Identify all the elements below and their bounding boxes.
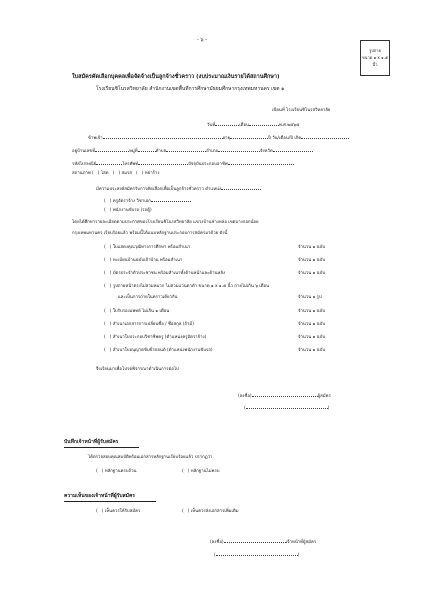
checkbox-accept[interactable]: ( ): [96, 509, 104, 514]
document-label: ใบแสดงคุณวุฒิทางการศึกษา พร้อมสำเนา: [112, 245, 191, 250]
opinion-option-accept: [96, 510, 140, 514]
document-checkbox[interactable]: ( ): [104, 284, 112, 289]
document-qty: จำนวน ๑ ฉบับ: [298, 271, 326, 276]
phone-label: โทรศัพท์: [122, 162, 139, 167]
closing-text: จึงเรียนมาเพื่อโปรดพิจารณาดำเนินการต่อไป: [96, 367, 179, 372]
amphoe-field[interactable]: [218, 147, 260, 152]
born-label: ปี วัน/เดือน/ปี เกิด: [268, 136, 302, 141]
officer-heading: บันทึกเจ้าหน้าที่ผู้รับสมัคร: [64, 439, 119, 445]
checkbox-more-docs[interactable]: ( ): [182, 509, 190, 514]
applicant-row: [88, 134, 349, 141]
tambon-label: ตำบล: [155, 149, 167, 154]
moo-label: หมู่ที่: [129, 149, 138, 154]
page-number: - ๖ -: [197, 37, 207, 43]
document-qty: จำนวน ๑ รูป: [298, 295, 322, 300]
moo-field[interactable]: [138, 147, 156, 152]
document-checkbox[interactable]: ( ): [104, 322, 112, 327]
birthdate-field[interactable]: [301, 134, 349, 139]
position-teacher-label: ครูอัตราจ้าง วิชาเอก: [112, 199, 151, 204]
document-label-continued: และเป็นการถ่ายในคราวเดียวกัน: [118, 295, 178, 300]
document-checkbox[interactable]: ( ): [104, 348, 112, 353]
checkbox-teacher[interactable]: ( ): [104, 199, 112, 204]
officer-option-complete-label: หลักฐานครบถ้วน: [104, 469, 137, 474]
house-number-field[interactable]: [95, 147, 129, 152]
opinion-heading-underline: [64, 501, 156, 502]
document-qty: จำนวน ๑ ฉบับ: [298, 258, 326, 263]
document-item: [104, 349, 213, 353]
intent-line: [96, 185, 261, 192]
document-item: [104, 246, 190, 250]
photo-box-line3: นิ้ว: [372, 62, 378, 67]
document-qty: จำนวน ๑ ฉบับ: [298, 322, 326, 327]
officer-printed-name-field[interactable]: [216, 551, 298, 556]
document-qty: จำนวน ๑ ฉบับ: [298, 348, 326, 353]
tambon-field[interactable]: [166, 147, 206, 152]
officer-option-incomplete-label: หลักฐานไม่ครบ: [190, 469, 220, 474]
date-day-field[interactable]: [215, 121, 239, 126]
officer-signature: [210, 538, 316, 545]
date-line: [207, 121, 299, 128]
phone-field[interactable]: [138, 160, 188, 165]
paragraph-line-1: โดยได้ศึกษารายละเอียดตามประกาศของโรงเรียนชิโนรสวิทยาลัย แขวงบ้านช่างหล่อ เขตบางกอกน้อย: [72, 220, 259, 225]
applicant-printed-name-field[interactable]: [246, 404, 328, 409]
address-row: [72, 147, 313, 154]
form-title: ใบสมัครคัดเลือกบุคคลเพื่อจัดจ้างเป็นลูกจ้างชั่วคราว (งบประมาณเงินรายได้สถานศึกษา): [72, 74, 280, 80]
applicant-printed-name: ( ): [244, 406, 330, 411]
date-year-label: พ.ศ.๒๕๖๕: [278, 123, 300, 128]
applicant-signature: [238, 392, 331, 399]
name-field[interactable]: [103, 134, 223, 139]
document-qty: จำนวน ๑ ฉบับ: [298, 245, 326, 250]
photo-box: [360, 40, 390, 76]
married-label: สมรส: [121, 171, 132, 176]
officer-signature-field[interactable]: [224, 538, 286, 543]
document-checkbox[interactable]: ( ): [104, 258, 112, 263]
document-item: [104, 310, 169, 314]
photo-box-line1: รูปถ่าย: [369, 48, 381, 53]
opinion-option-accept-label: เห็นควรให้รับสมัคร: [104, 509, 141, 514]
contact-row: [72, 160, 294, 167]
checkbox-married[interactable]: ( ): [112, 171, 121, 176]
document-checkbox[interactable]: ( ): [104, 309, 112, 314]
document-item: [104, 323, 194, 327]
checkbox-divorced[interactable]: ( ): [136, 171, 144, 176]
document-label: สำเนาใบประกอบวิชาชีพครู (ตำแหน่งครูอัตราจ้าง): [112, 335, 207, 340]
written-at: เขียนที่ โรงเรียนชิโนรสวิทยาลัย: [272, 108, 331, 113]
document-item: [104, 259, 182, 263]
document-label: บัตรประจำตัวประชาชน พร้อมสำเนาทั้งด้านหน้าและด้านหลัง: [112, 271, 226, 276]
document-qty: จำนวน ๑ ฉบับ: [298, 309, 326, 314]
amphoe-label: อำเภอ: [206, 149, 219, 154]
sign1-prefix: (ลงชื่อ): [238, 394, 252, 399]
officer-printed-name: ( ): [214, 553, 300, 558]
self-label: ข้าพเจ้า: [88, 136, 103, 141]
document-item: [104, 285, 269, 289]
form-subtitle: โรงเรียนชิโนรสวิทยาลัย สำนักงานเขตพื้นที่การศึกษามัธยมศึกษากรุงเทพมหานคร เขต ๑: [96, 86, 285, 92]
document-label: สำเนาเอกสารการเปลี่ยนชื่อ / ชื่อสกุล (ถ้ามี): [112, 322, 194, 327]
checkbox-driver[interactable]: ( ): [104, 208, 112, 213]
postal-label: รหัสไปรษณีย์: [72, 162, 97, 167]
document-item: [104, 272, 225, 276]
occupation-label: ปัจจุบันประกอบอาชีพ: [188, 162, 228, 167]
occupation-field[interactable]: [228, 160, 294, 165]
age-label: อายุ: [222, 136, 231, 141]
document-checkbox[interactable]: ( ): [104, 335, 112, 340]
opinion-option-more-docs: [182, 510, 239, 514]
intent-text: มีความประสงค์สมัครรับการคัดเลือกเพื่อเป็นลูกจ้างชั่วคราว ตำแหน่ง: [96, 187, 222, 192]
document-item: [104, 336, 206, 340]
photo-box-line2: ขนาด ๑ x ๑.๕: [362, 55, 388, 60]
position-option-1: [104, 197, 191, 204]
officer-heading-underline: [64, 447, 139, 448]
age-field[interactable]: [230, 134, 268, 139]
sign1-suffix: ผู้สมัคร: [317, 394, 331, 399]
position-driver-label: พนักงานขับรถ (รถตู้): [112, 208, 152, 213]
document-label: รูปถ่ายหน้าตรงไม่สวมหมวก ไม่สวมแว่นตาดำ ขนาด ๑ x ๑.๕ นิ้ว ถ่ายไม่เกิน ๖ เดือน: [112, 284, 270, 289]
officer-option-complete: [96, 470, 136, 474]
divorced-label: หย่าร้าง: [144, 171, 160, 176]
checkbox-single[interactable]: ( ): [92, 171, 100, 176]
document-checkbox[interactable]: ( ): [104, 271, 112, 276]
date-day-label: วันที่: [207, 123, 216, 128]
position-option-2: [104, 209, 152, 213]
province-field[interactable]: [273, 147, 313, 152]
opinion-heading: ความเห็นของเจ้าหน้าที่ผู้รับสมัคร: [64, 493, 135, 499]
single-label: โสด: [100, 171, 109, 176]
document-label: ทะเบียนบ้านฉบับเจ้าบ้าน พร้อมสำเนา: [112, 258, 183, 263]
applicant-signature-field[interactable]: [252, 392, 318, 397]
document-qty: จำนวน ๑ ฉบับ: [298, 335, 326, 340]
sign2-prefix: (ลงชื่อ): [210, 540, 224, 545]
checkbox-incomplete[interactable]: ( ): [182, 469, 190, 474]
date-month-label: เดือน: [239, 123, 249, 128]
position-field[interactable]: [221, 185, 261, 190]
marital-label: สถานภาพ: [72, 171, 91, 176]
document-label: ใบรับรองแพทย์ ไม่เกิน ๑ เดือน: [112, 309, 170, 314]
officer-text: ได้ตรวจสอบคุณสมบัติพร้อมเอกสารหลักฐานเรียบร้อยแล้ว ปรากฏว่า: [88, 455, 213, 460]
address-label: อยู่บ้านเลขที่: [72, 149, 96, 154]
date-month-field[interactable]: [249, 121, 279, 126]
province-label: จังหวัด: [260, 149, 273, 154]
officer-option-incomplete: [182, 470, 220, 474]
checkbox-complete[interactable]: ( ): [96, 469, 104, 474]
postal-field[interactable]: [96, 160, 122, 165]
major-field[interactable]: [151, 197, 191, 202]
document-checkbox[interactable]: ( ): [104, 245, 112, 250]
paragraph-line-2: กรุงเทพมหานคร เรียบร้อยแล้ว พร้อมนี้ได้แนบหลักฐานประกอบการสมัครมาด้วย ดังนี้: [72, 231, 228, 236]
sign2-suffix: เจ้าหน้าที่ผู้สมัคร: [285, 540, 317, 545]
marital-status-row: [72, 172, 159, 176]
opinion-option-more-docs-label: เห็นควรส่งเอกสารเพิ่มเติม: [190, 509, 239, 514]
document-label: สำเนาใบอนุญาตขับขี่รถยนต์ (ตำแหน่งพนักงานขับรถ): [112, 348, 213, 353]
